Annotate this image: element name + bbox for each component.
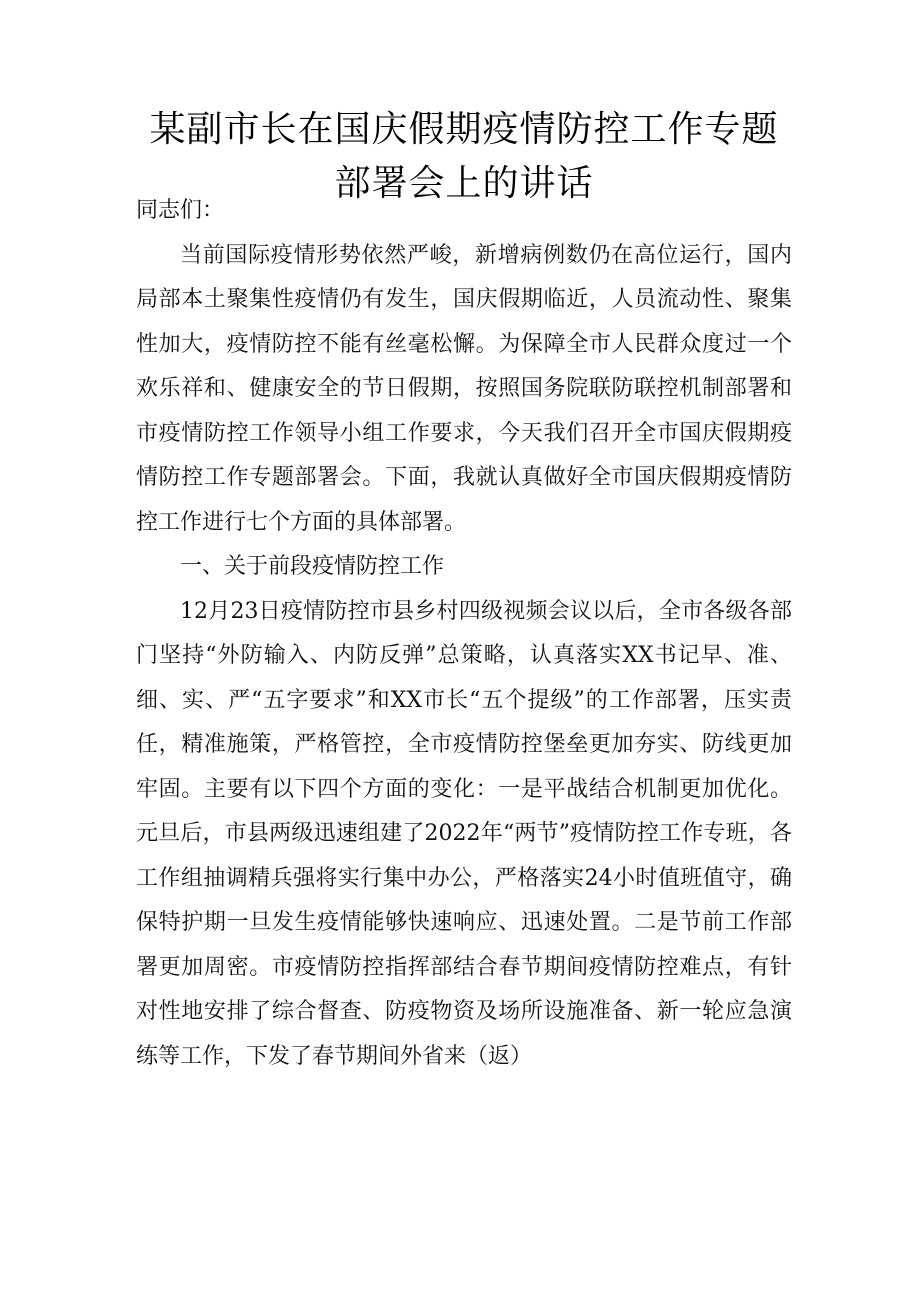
document-body <box>136 189 792 1079</box>
title-line-1: 某副市长在国庆假期疫情防控工作专题 <box>149 109 779 150</box>
paragraph-intro: 当前国际疫情形势依然严峻，新增病例数仍在高位运行，国内局部本土聚集性疫情仍有发生，国庆假期临近，人员流动性、聚集性加大，疫情防控不能有丝毫松懈。为保障全市人民群众度过一个欢乐祥和、健康安全的节日假期，按照国务院联防联控机制部署和市疫情防控工作领导小组工作要求，今天我们召开全市国庆假期疫情防控工作专题部署会。下面，我就认真做好全市国庆假期疫情防控工作进行七个方面的具体部署。 <box>136 242 792 535</box>
salutation: 同志们： <box>136 198 225 223</box>
paragraph-section-1: 12月23日疫情防控市县乡村四级视频会议以后，全市各级各部门坚持“外防输入、内防反弹”总策略，认真落实XX书记早、准、细、实、严“五字要求”和XX市长“五个提级”的工作部署，压实责任，精准施策，严格管控，全市疫情防控堡垒更加夯实、防线更加牢固。主要有以下四个方面的变化：一是平战结合机制更加优化。元旦后，市县两级迅速组建了2022年“两节”疫情防控工作专班，各工作组抽调精兵强将实行集中办公，严格落实24小时值班值守，确保特护期一旦发生疫情能够快速响应、迅速处置。二是节前工作部署更加周密。市疫情防控指挥部结合春节期间疫情防控难点，有针对性地安排了综合督查、防疫物资及场所设施准备、新一轮应急演练等工作，下发了春节期间外省来（返） <box>136 598 792 1069</box>
title-line-2: 部署会上的讲话 <box>334 163 594 204</box>
section-heading-1: 一、关于前段疫情防控工作 <box>180 554 445 579</box>
